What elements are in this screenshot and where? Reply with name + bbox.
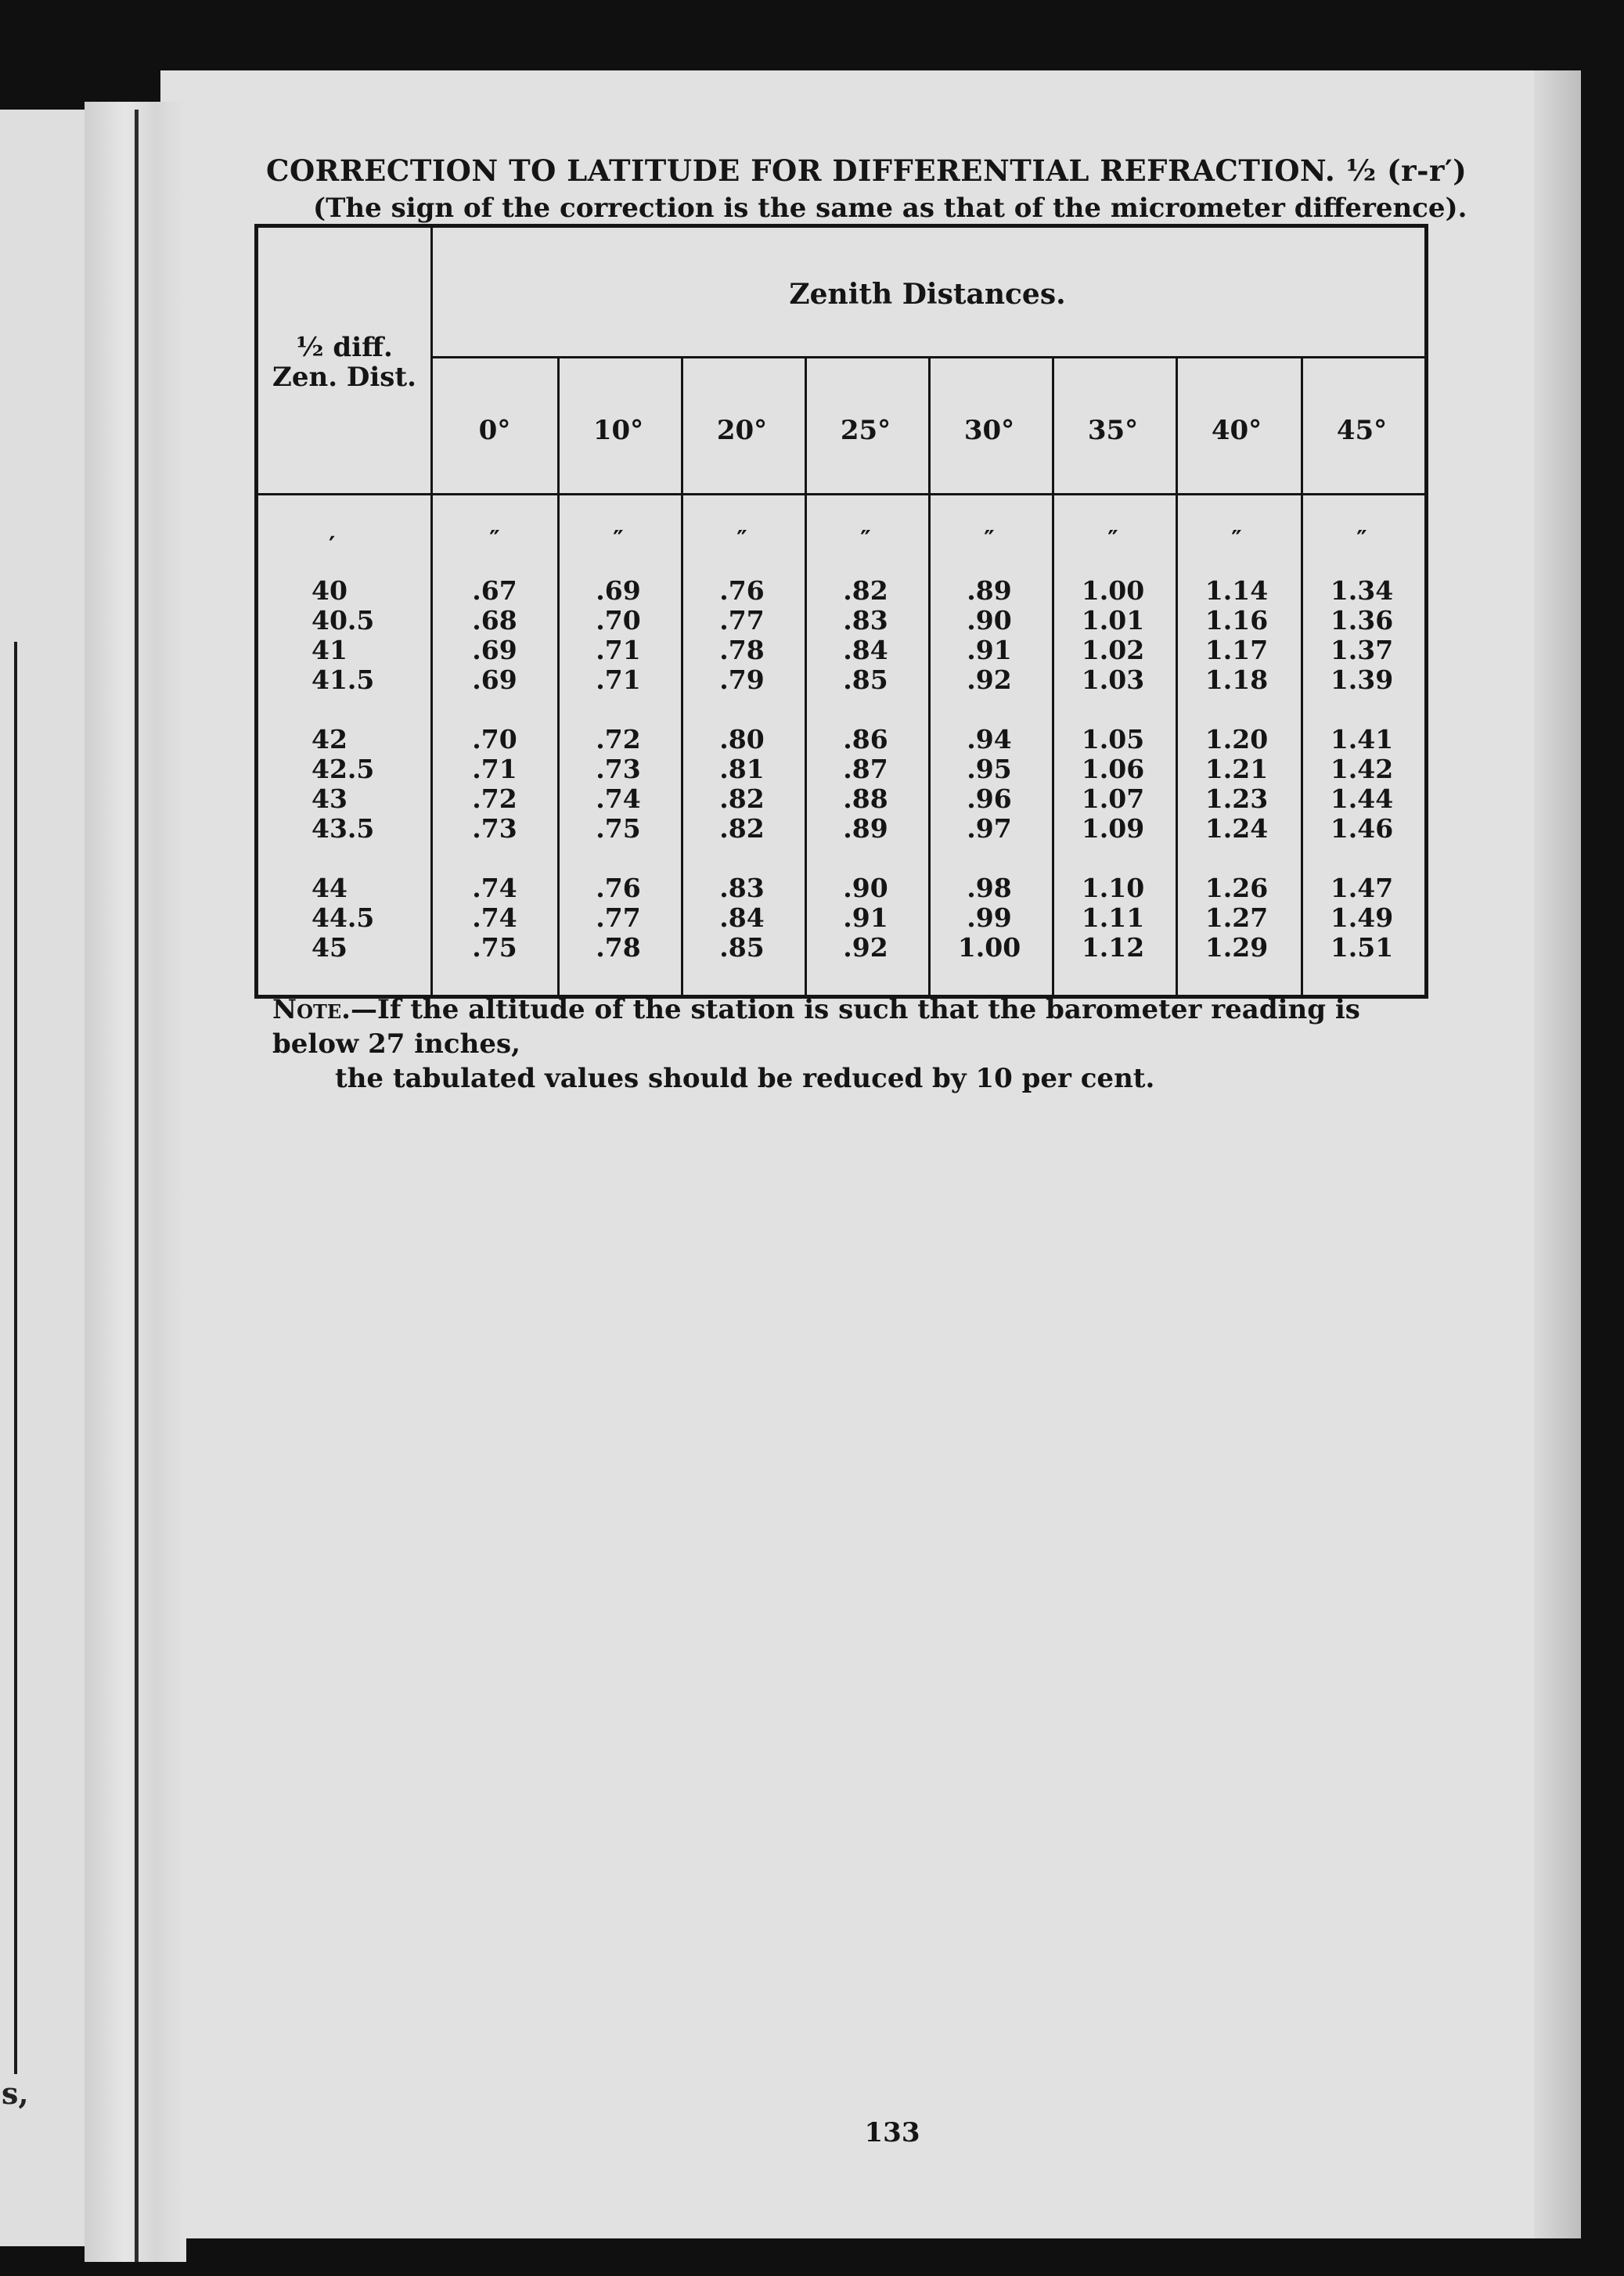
left-page-border: [0, 642, 17, 2074]
value-unit-mark: ″: [1356, 526, 1367, 553]
correction-value-cell: 1.10: [1081, 873, 1145, 903]
correction-value-cell: .92: [967, 664, 1012, 695]
correction-value-cell: 1.07: [1081, 783, 1145, 814]
zenith-distance-cell: 40: [311, 575, 347, 606]
correction-value-cell: 1.34: [1330, 575, 1394, 606]
spanner-rule: [430, 356, 1426, 358]
zenith-distance-cell: 45: [311, 932, 347, 963]
correction-value-cell: .77: [719, 605, 765, 636]
correction-value-cell: .90: [967, 605, 1012, 636]
column-header: 30°: [963, 415, 1015, 446]
binding-line: [135, 110, 139, 2262]
correction-value-cell: 1.47: [1330, 873, 1394, 903]
correction-value-cell: 1.23: [1204, 783, 1269, 814]
correction-value-cell: .80: [719, 724, 765, 754]
correction-value-cell: 1.39: [1330, 664, 1394, 695]
stub-header-line-1: ½ diff.: [296, 332, 393, 363]
correction-value-cell: 1.00: [957, 932, 1021, 963]
correction-value-cell: 1.29: [1204, 932, 1269, 963]
column-header: 20°: [716, 415, 768, 446]
correction-value-cell: 1.36: [1330, 605, 1394, 636]
correction-value-cell: 1.11: [1081, 902, 1145, 933]
correction-value-cell: .83: [843, 605, 888, 636]
column-header: 25°: [840, 415, 891, 446]
correction-value-cell: .81: [719, 754, 765, 784]
stub-header: [258, 333, 430, 392]
correction-value-cell: 1.27: [1204, 902, 1269, 933]
column-header: 0°: [478, 415, 511, 446]
correction-value-cell: .89: [843, 813, 888, 844]
correction-value-cell: 1.18: [1204, 664, 1269, 695]
correction-value-cell: .92: [843, 932, 888, 963]
correction-value-cell: 1.46: [1330, 813, 1394, 844]
correction-value-cell: 1.49: [1330, 902, 1394, 933]
correction-value-cell: .71: [596, 664, 641, 695]
correction-value-cell: .73: [472, 813, 517, 844]
correction-value-cell: .95: [967, 754, 1012, 784]
zenith-distance-cell: 43.5: [311, 813, 375, 844]
value-unit-mark: ″: [860, 526, 871, 553]
correction-value-cell: 1.00: [1081, 575, 1145, 606]
note-heading: Note.: [272, 994, 351, 1025]
column-header: 35°: [1087, 415, 1139, 446]
correction-value-cell: .84: [719, 902, 765, 933]
column-header: 10°: [592, 415, 644, 446]
correction-value-cell: 1.16: [1204, 605, 1269, 636]
correction-value-cell: .74: [596, 783, 641, 814]
correction-value-cell: .89: [967, 575, 1012, 606]
value-unit-mark: ″: [489, 526, 500, 553]
correction-value-cell: .68: [472, 605, 517, 636]
page-subtitle: (The sign of the correction is the same as that of the micrometer difference).: [313, 193, 1467, 224]
correction-value-cell: .77: [596, 902, 641, 933]
correction-value-cell: .78: [596, 932, 641, 963]
correction-value-cell: .85: [719, 932, 765, 963]
correction-value-cell: .82: [843, 575, 888, 606]
correction-value-cell: .96: [967, 783, 1012, 814]
correction-value-cell: 1.24: [1204, 813, 1269, 844]
correction-value-cell: .71: [596, 635, 641, 665]
correction-value-cell: 1.44: [1330, 783, 1394, 814]
correction-value-cell: 1.26: [1204, 873, 1269, 903]
correction-value-cell: .74: [472, 902, 517, 933]
correction-value-cell: .91: [843, 902, 888, 933]
correction-value-cell: .78: [719, 635, 765, 665]
value-unit-mark: ″: [613, 526, 624, 553]
correction-value-cell: 1.37: [1330, 635, 1394, 665]
correction-value-cell: .91: [967, 635, 1012, 665]
page-edge: [1534, 70, 1581, 2238]
correction-value-cell: .76: [596, 873, 641, 903]
correction-value-cell: .83: [719, 873, 765, 903]
zenith-distance-cell: 44: [311, 873, 347, 903]
column-header: 40°: [1211, 415, 1262, 446]
correction-value-cell: 1.14: [1204, 575, 1269, 606]
correction-value-cell: .69: [472, 664, 517, 695]
correction-value-cell: .86: [843, 724, 888, 754]
correction-value-cell: 1.41: [1330, 724, 1394, 754]
correction-value-cell: .75: [596, 813, 641, 844]
zenith-distance-cell: 40.5: [311, 605, 375, 636]
correction-value-cell: 1.06: [1081, 754, 1145, 784]
correction-value-cell: 1.12: [1081, 932, 1145, 963]
correction-value-cell: .79: [719, 664, 765, 695]
zenith-distance-cell: 41.5: [311, 664, 375, 695]
correction-value-cell: .99: [967, 902, 1012, 933]
value-unit-mark: ″: [1107, 526, 1118, 553]
correction-value-cell: .94: [967, 724, 1012, 754]
value-unit-mark: ″: [736, 526, 747, 553]
stub-unit-mark: ′: [329, 531, 336, 560]
correction-value-cell: .71: [472, 754, 517, 784]
zenith-distance-cell: 42.5: [311, 754, 375, 784]
correction-value-cell: .98: [967, 873, 1012, 903]
correction-value-cell: .97: [967, 813, 1012, 844]
table-note: [272, 992, 1446, 1096]
correction-value-cell: 1.03: [1081, 664, 1145, 695]
column-header: 45°: [1336, 415, 1388, 446]
correction-value-cell: .72: [596, 724, 641, 754]
note-line-2: the tabulated values should be reduced by 10 per cent.: [335, 1063, 1155, 1094]
page-number: 133: [864, 2117, 920, 2148]
correction-value-cell: .70: [596, 605, 641, 636]
correction-value-cell: .82: [719, 783, 765, 814]
correction-value-cell: .76: [719, 575, 765, 606]
value-unit-mark: ″: [984, 526, 995, 553]
correction-value-cell: .74: [472, 873, 517, 903]
value-unit-mark: ″: [1231, 526, 1242, 553]
correction-value-cell: 1.05: [1081, 724, 1145, 754]
left-page-fragment: s,: [2, 2076, 29, 2111]
correction-value-cell: .88: [843, 783, 888, 814]
correction-value-cell: .90: [843, 873, 888, 903]
correction-value-cell: 1.42: [1330, 754, 1394, 784]
correction-value-cell: .82: [719, 813, 765, 844]
zenith-distance-cell: 43: [311, 783, 347, 814]
correction-value-cell: .85: [843, 664, 888, 695]
correction-value-cell: .87: [843, 754, 888, 784]
note-line-1: —If the altitude of the station is such that the barometer reading is below 27 inches,: [272, 994, 1360, 1060]
correction-value-cell: 1.09: [1081, 813, 1145, 844]
correction-value-cell: .70: [472, 724, 517, 754]
correction-value-cell: .67: [472, 575, 517, 606]
zenith-distances-header: Zenith Distances.: [789, 278, 1066, 311]
correction-value-cell: 1.01: [1081, 605, 1145, 636]
correction-value-cell: .73: [596, 754, 641, 784]
stub-header-line-2: Zen. Dist.: [272, 362, 416, 393]
correction-value-cell: .75: [472, 932, 517, 963]
correction-value-cell: .69: [472, 635, 517, 665]
zenith-distance-cell: 41: [311, 635, 347, 665]
zenith-distance-cell: 44.5: [311, 902, 375, 933]
correction-value-cell: 1.17: [1204, 635, 1269, 665]
correction-value-cell: 1.51: [1330, 932, 1394, 963]
correction-value-cell: 1.02: [1081, 635, 1145, 665]
page-title: CORRECTION TO LATITUDE FOR DIFFERENTIAL REFRACTION. ½ (r-r′): [266, 153, 1467, 188]
header-rule: [258, 493, 1426, 495]
correction-value-cell: .69: [596, 575, 641, 606]
correction-value-cell: 1.21: [1204, 754, 1269, 784]
correction-value-cell: .72: [472, 783, 517, 814]
zenith-distance-cell: 42: [311, 724, 347, 754]
correction-value-cell: .84: [843, 635, 888, 665]
correction-value-cell: 1.20: [1204, 724, 1269, 754]
